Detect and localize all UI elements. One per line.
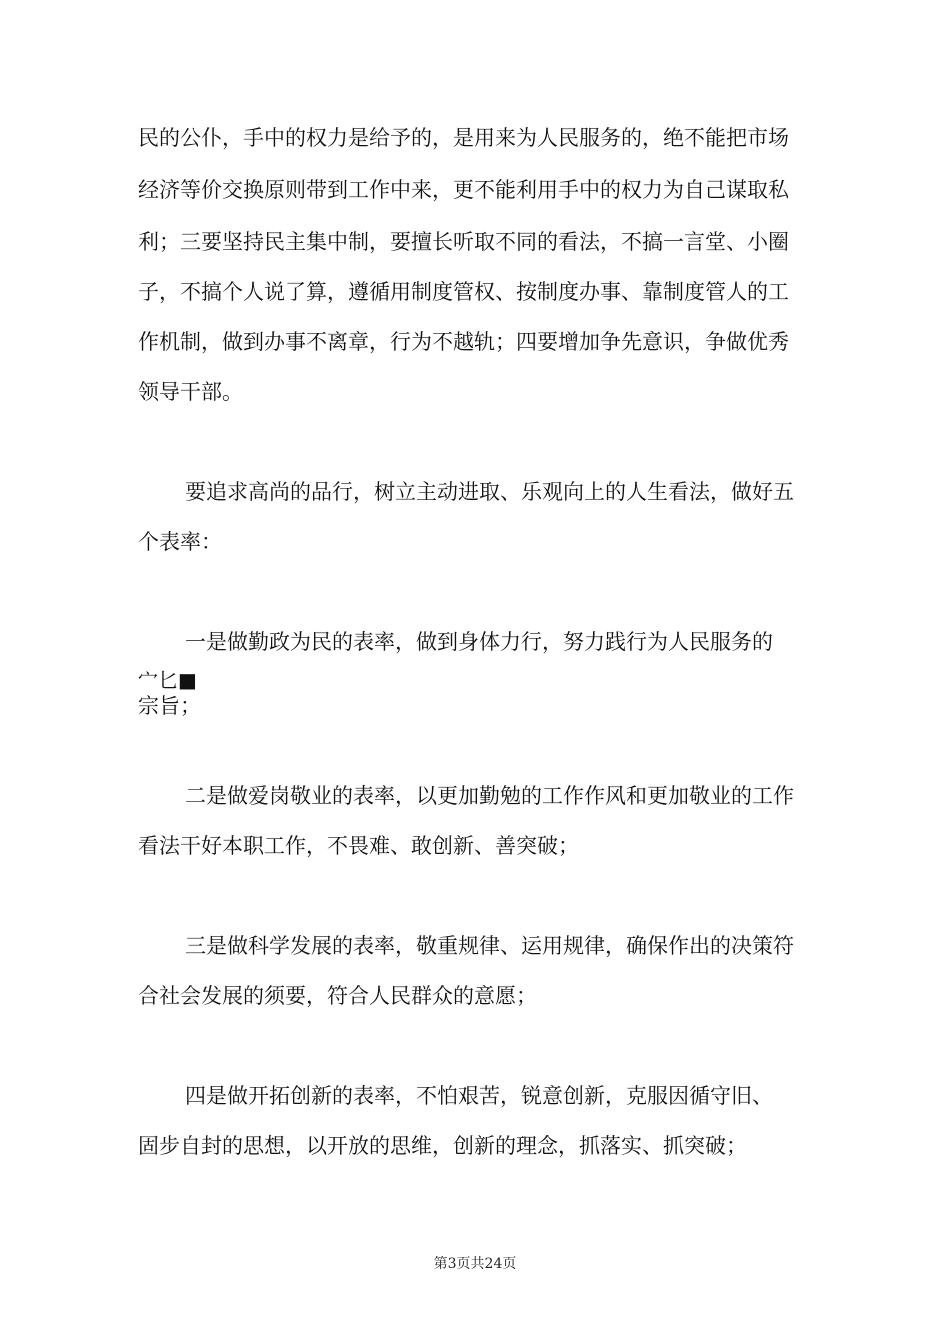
paragraph-line: 一是做勤政为民的表率，做到身体力行，努力践行为人民服务的	[185, 630, 773, 654]
paragraph-line: 合社会发展的须要，符合人民群众的意愿；	[138, 984, 537, 1008]
paragraph-line: 三是做科学发展的表率，敬重规律、运用规律，确保作出的决策符	[185, 934, 794, 958]
page-number-footer: 第3页共24页	[433, 1256, 517, 1272]
paragraph-line: 经济等价交换原则带到工作中来，更不能利用手中的权力为自己谋取私	[138, 178, 789, 202]
paragraph-line: 个表率：	[138, 530, 222, 554]
paragraph-line: 二是做爱岗敬业的表率，以更加勤勉的工作作风和更加敬业的工作	[185, 784, 794, 808]
paragraph-line: 领导干部。	[138, 380, 243, 404]
paragraph-line: 利；三要坚持民主集中制，要擅长听取不同的看法，不搞一言堂、小圈	[138, 230, 789, 254]
paragraph-line: 民的公仆，手中的权力是给予的，是用来为人民服务的，绝不能把市场	[138, 126, 789, 150]
paragraph-line: 看法干好本职工作，不畏难、敢创新、善突破；	[138, 834, 579, 858]
paragraph-line: 宗旨；	[138, 694, 201, 718]
paragraph-line: 固步自封的思想，以开放的思维，创新的理念，抓落实、抓突破；	[138, 1134, 747, 1158]
paragraph-line: 四是做开拓创新的表率，不怕艰苦，锐意创新，克服因循守旧、	[185, 1084, 773, 1108]
ocr-artifact-text: 宀匕■	[138, 668, 197, 692]
paragraph-line: 作机制，做到办事不离章，行为不越轨；四要增加争先意识，争做优秀	[138, 330, 789, 354]
paragraph-line: 子，不搞个人说了算，遵循用制度管权、按制度办事、靠制度管人的工	[138, 280, 789, 304]
paragraph-line: 要追求高尚的品行，树立主动进取、乐观向上的人生看法，做好五	[185, 480, 794, 504]
